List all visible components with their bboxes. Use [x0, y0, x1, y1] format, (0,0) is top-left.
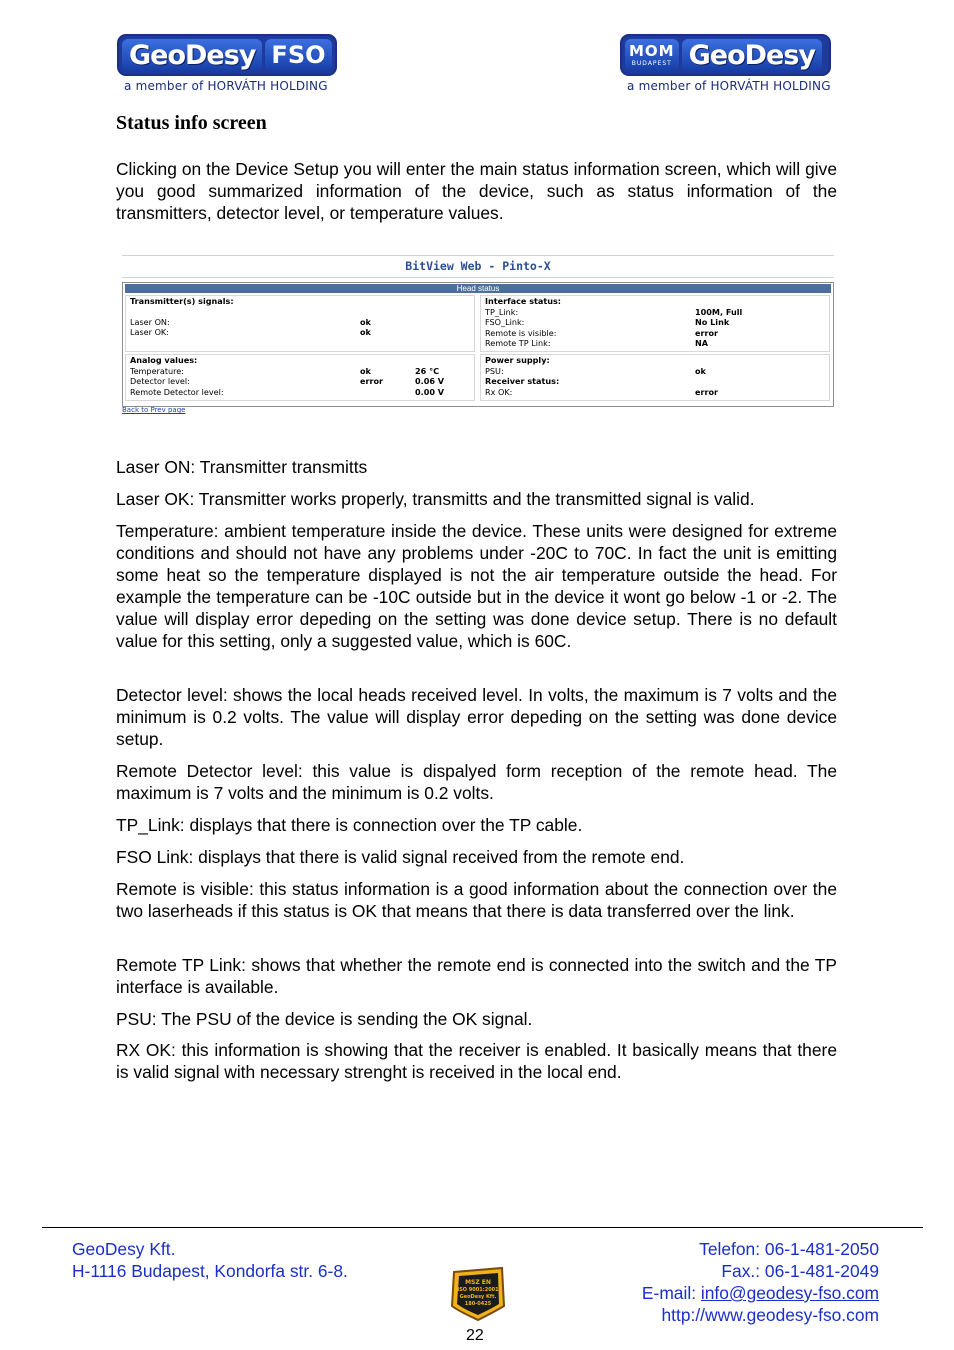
row-label: Remote Detector level: — [130, 386, 224, 397]
row-label: Remote TP Link: — [485, 338, 551, 348]
footer-divider — [42, 1227, 923, 1228]
badge-line: MSZ EN — [465, 1279, 491, 1286]
company-name: GeoDesy Kft. — [72, 1239, 176, 1259]
status-row — [130, 317, 470, 328]
intro-paragraph: Clicking on the Device Setup you will enter the main status information screen, which will give you good summarized information of the device, such as status information of the transmitters, detector level, or temperature values. — [116, 159, 837, 223]
head-status-title: Head status — [125, 284, 831, 293]
geodesy-fso-logo — [117, 34, 337, 93]
mom-text: MOM — [629, 41, 675, 60]
status-row — [485, 328, 825, 339]
paragraph-fso-link: FSO Link: displays that there is valid signal received from the remote end. — [116, 847, 685, 867]
row-value: 100M, Full — [695, 306, 743, 317]
footer-contact-info — [642, 1238, 879, 1326]
badge-line: ISO 9001:2001 — [457, 1287, 499, 1293]
row-label: Detector level: — [130, 376, 190, 386]
row-label: Temperature: — [130, 365, 184, 376]
transmitter-group — [125, 295, 475, 352]
status-row — [130, 327, 470, 338]
email-line — [642, 1282, 879, 1304]
mom-geodesy-logo — [620, 34, 831, 93]
interface-title: Interface status: — [485, 296, 562, 306]
badge-line: 180-0425 — [464, 1301, 492, 1307]
logo-tagline: a member of HORVÁTH HOLDING — [627, 79, 831, 93]
row-label: Laser OK: — [130, 327, 169, 337]
paragraph-detector-level: Detector level: shows the local heads received level. In volts, the maximum is 7 volts and the minimum is 0.2 volts. The value will display error depeding on the setting was done device setup. — [116, 685, 837, 749]
page-number: 22 — [466, 1327, 484, 1344]
paragraph-rx-ok: RX OK: this information is showing that the receiver is enabled. It basically means that there is valid signal with necessary strenght is received in the local end. — [116, 1040, 837, 1082]
analog-group — [125, 354, 475, 401]
row-value — [360, 387, 415, 398]
phone-number: Telefon: 06-1-481-2050 — [699, 1239, 879, 1259]
row-label: PSU: — [485, 365, 504, 376]
website-link[interactable]: http://www.geodesy-fso.com — [661, 1305, 879, 1325]
logo-fso-badge: FSO — [265, 39, 331, 71]
paragraph-tp-link: TP_Link: displays that there is connection over the TP cable. — [116, 815, 583, 835]
logo-tagline: a member of HORVÁTH HOLDING — [124, 79, 328, 93]
left-column — [125, 295, 475, 401]
status-row — [130, 366, 470, 377]
paragraph-remote-visible: Remote is visible: this status information is a good information about the connection over the two laserheads if this status is OK that means that there is data transferred over the link. — [116, 879, 837, 921]
mom-badge — [625, 39, 679, 71]
paragraph-temperature: Temperature: ambient temperature inside the device. These units were designed for extreme conditions and should not have any problems under -20C to 70C. In fact the unit is emitting some heat so the temperature displayed is not the air temperature outside the head. For example the temperature can be -10C outside but in the device it wont go below -1 or -2. The value will display error depeding on the setting was done device setup. There is no default value for this setting, only a suggested value, which is 60C. — [116, 521, 837, 651]
receiver-title: Receiver status: — [485, 376, 560, 386]
row-value: ok — [695, 365, 706, 376]
row-reading: 26 °C — [415, 365, 440, 376]
status-screenshot — [122, 255, 834, 415]
logo-word: GeoDesy — [682, 39, 822, 71]
paragraph-remote-detector: Remote Detector level: this value is dispalyed form reception of the remote head. The maximum is 7 volts and the minimum is 0.2 volts. — [116, 761, 837, 803]
status-row — [485, 338, 825, 349]
row-value: error — [695, 386, 719, 397]
section-title: Status info screen — [116, 112, 267, 134]
power-title: Power supply: — [485, 355, 550, 365]
row-value: ok — [360, 365, 371, 376]
paragraph-laser-ok: Laser OK: Transmitter works properly, transmitts and the transmitted signal is valid. — [116, 489, 755, 509]
row-reading: 0.06 V — [415, 376, 445, 386]
row-value: NA — [695, 338, 709, 348]
row-label: Laser ON: — [130, 316, 170, 327]
email-prefix: E-mail: — [641, 1283, 701, 1303]
iso-certification-badge — [448, 1262, 508, 1322]
interface-group — [480, 295, 830, 352]
status-row — [485, 387, 825, 398]
fax-number: Fax.: 06-1-481-2049 — [721, 1261, 879, 1281]
row-value: ok — [360, 327, 371, 337]
paragraph-laser-on: Laser ON: Transmitter transmitts — [116, 457, 368, 477]
status-row — [485, 317, 825, 328]
back-to-prev-link[interactable]: Back to Prev page — [122, 406, 186, 414]
status-row — [485, 366, 825, 377]
status-row — [130, 387, 470, 398]
row-value: error — [360, 376, 384, 386]
right-column — [480, 295, 830, 401]
row-label: Remote is visible: — [485, 327, 557, 338]
row-value: ok — [360, 316, 371, 327]
screenshot-title: BitView Web - Pinto-X — [122, 255, 834, 278]
footer-company-info — [72, 1238, 348, 1282]
logo-word: GeoDesy — [122, 39, 262, 71]
row-label: Rx OK: — [485, 386, 513, 397]
company-address: H-1116 Budapest, Kondorfa str. 6-8. — [72, 1261, 348, 1281]
row-value: error — [695, 327, 719, 338]
power-group — [480, 354, 830, 401]
badge-line: GeoDesy Kft. — [459, 1294, 497, 1300]
paragraph-psu: PSU: The PSU of the device is sending the OK signal. — [116, 1009, 533, 1029]
row-label: FSO_Link: — [485, 317, 525, 327]
row-label: TP_Link: — [485, 306, 519, 317]
row-value: No Link — [695, 317, 730, 327]
head-status-panel — [122, 282, 834, 407]
transmitter-title: Transmitter(s) signals: — [130, 296, 234, 306]
analog-title: Analog values: — [130, 355, 198, 365]
status-row — [485, 307, 825, 318]
mom-city: BUDAPEST — [631, 59, 672, 67]
paragraph-remote-tp-link: Remote TP Link: shows that whether the remote end is connected into the switch and the TP interface is available. — [116, 955, 837, 997]
status-row — [130, 376, 470, 387]
row-reading: 0.00 V — [415, 386, 445, 397]
email-link[interactable]: info@geodesy-fso.com — [700, 1283, 879, 1303]
